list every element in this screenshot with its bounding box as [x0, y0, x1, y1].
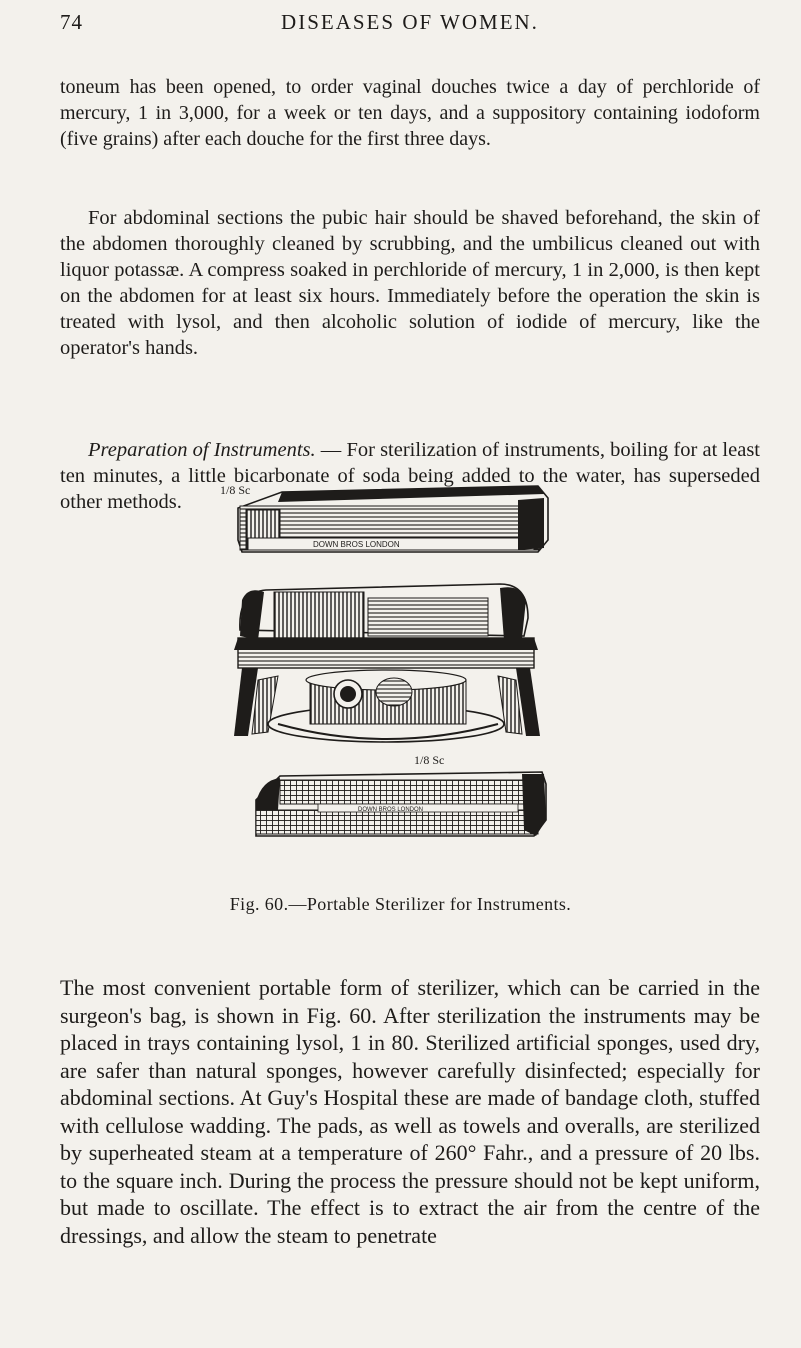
section-heading-preparation: Preparation of Instruments. — [88, 438, 316, 461]
closed-sterilizer-case — [238, 486, 548, 552]
page-number: 74 — [60, 10, 83, 34]
maker-mark-bottom: DOWN BROS LONDON — [358, 807, 424, 813]
sterilizer-illustration — [218, 480, 648, 878]
running-title: DISEASES OF WOMEN. — [281, 10, 539, 34]
open-sterilizer-with-lamp — [234, 584, 540, 742]
paragraph-preparation-body: — For sterilization of instruments, boiling for at least ten minutes, a little bicarbonate of soda being added to the water, has superseded other methods. — [60, 438, 760, 513]
running-header — [60, 10, 760, 40]
maker-mark-top: DOWN BROS LONDON — [313, 540, 400, 549]
scale-label-bottom: 1/8 Sc — [414, 753, 445, 767]
paragraph-abdominal-sections: For abdominal sections the pubic hair should be shaved beforehand, the skin of the abdomen thoroughly cleaned by scrubbing, and the umbilicus cleaned out with liquor potassæ. A compress soaked in perchloride of mercury, 1 in 2,000, is then kept on the abdomen for at least six hours. Immediately before the operation the skin is treated with lysol, and then alcoholic solution of iodide of mercury, like the operator's hands. — [60, 206, 760, 359]
scale-label-top: 1/8 Sc — [220, 483, 251, 497]
instrument-tray — [256, 772, 546, 836]
paragraph-portable-sterilizer: The most convenient portable form of sterilizer, which can be carried in the surgeon's bag, is shown in Fig. 60. After sterilization the instruments may be placed in trays containing lysol, 1 in 80. Sterilized artificial sponges, used dry, are safer than natural sponges, however carefully disinfected; especially for abdominal sections. At Guy's Hospital these are made of bandage cloth, stuffed with cellulose wadding. The pads, as well as towels and overalls, are sterilized by superheated steam at a temperature of 260° Fahr., and a pressure of 20 lbs. to the square inch. During the process the pressure should not be kept uniform, but made to oscillate. The effect is to extract the air from the centre of the dressings, and allow the steam to penetrate — [60, 975, 760, 1248]
paragraph-douches: toneum has been opened, to order vaginal douches twice a day of perchloride of mercury, 1 in 3,000, for a week or ten days, and a suppository containing iodoform (five grains) after each douche for the first three days. — [60, 76, 760, 150]
figure-caption: Fig. 60.—Portable Sterilizer for Instruments. — [229, 894, 572, 914]
